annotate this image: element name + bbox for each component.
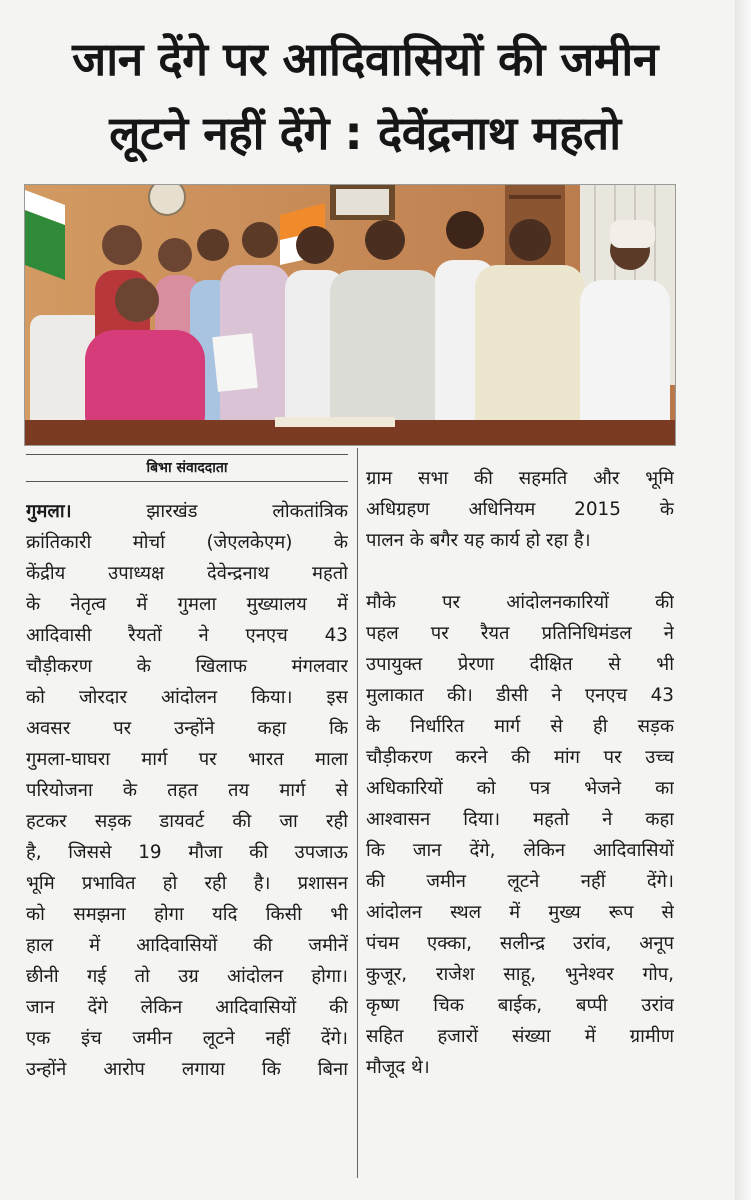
article-line: गुमला-घाघरा मार्ग पर भारत माला: [26, 749, 348, 770]
article-line: पहल पर रैयत प्रतिनिधिमंडल ने: [366, 623, 674, 644]
article-line: अवसर पर उन्होंने कहा कि: [26, 718, 348, 739]
article-line: केंद्रीय उपाध्यक्ष देवेन्द्रनाथ महतो: [26, 563, 348, 584]
article-line: पंचम एक्का, सलीन्द्र उरांव, अनूप: [366, 933, 674, 954]
article-line: एक इंच जमीन लूटने नहीं देंगे।: [26, 1028, 348, 1049]
article-line: है, जिससे 19 मौजा की उपजाऊ: [26, 842, 348, 863]
headline-line-1: जान देंगे पर आदिवासियों की जमीन: [72, 32, 658, 86]
article-line: अधिकारियों को पत्र भेजने का: [366, 778, 674, 799]
article-line: हटकर सड़क डायवर्ट की जा रही: [26, 811, 348, 832]
article-line: छीनी गई तो उग्र आंदोलन होगा।: [26, 966, 348, 987]
article-line: उपायुक्त प्रेरणा दीक्षित से भी: [366, 654, 674, 675]
article-line: के नेतृत्व में गुमला मुख्यालय में: [26, 594, 348, 615]
article-line: चौड़ीकरण के खिलाफ मंगलवार: [26, 656, 348, 677]
article-line: परियोजना के तहत तय मार्ग से: [26, 780, 348, 801]
article-line: मौके पर आंदोलनकारियों की: [366, 592, 674, 613]
article-line: चौड़ीकरण करने की मांग पर उच्च: [366, 747, 674, 768]
byline: बिभा संवाददाता: [26, 454, 348, 482]
group-photo-icon: [25, 185, 675, 445]
article-line: भूमि प्रभावित हो रही है। प्रशासन: [26, 873, 348, 894]
article-line: उन्होंने आरोप लगाया कि बिना: [26, 1059, 348, 1080]
article-line: आश्वासन दिया। महतो ने कहा: [366, 809, 674, 830]
article-line: हाल में आदिवासियों की जमीनें: [26, 935, 348, 956]
article-line: ग्राम सभा की सहमति और भूमि: [366, 468, 674, 489]
article-line: जान देंगे लेकिन आदिवासियों की: [26, 997, 348, 1018]
dateline: गुमला।: [26, 501, 72, 522]
article-line: कि जान देंगे, लेकिन आदिवासियों: [366, 840, 674, 861]
article-line: अधिग्रहण अधिनियम 2015 के: [366, 499, 674, 520]
article-line: को समझना होगा यदि किसी भी: [26, 904, 348, 925]
column-divider: [357, 448, 358, 1178]
article-column-left: [26, 496, 348, 1085]
paragraph-gap: [366, 556, 674, 587]
page-edge: [735, 0, 751, 1200]
article-line: क्रांतिकारी मोर्चा (जेएलकेएम) के: [26, 532, 348, 553]
article-line: की जमीन लूटने नहीं देंगे।: [366, 871, 674, 892]
article-line: आंदोलन स्थल में मुख्य रूप से: [366, 902, 674, 923]
article-line: के निर्धारित मार्ग से ही सड़क: [366, 716, 674, 737]
article-line: को जोरदार आंदोलन किया। इस: [26, 687, 348, 708]
article-line: कुजूर, राजेश साहू, भुनेश्वर गोप,: [366, 964, 674, 985]
article-line: मुलाकात की। डीसी ने एनएच 43: [366, 685, 674, 706]
article-line: कृष्ण चिक बाईक, बप्पी उरांव: [366, 995, 674, 1016]
article-line: सहित हजारों संख्या में ग्रामीण: [366, 1026, 674, 1047]
article-line: मौजूद थे।: [366, 1057, 430, 1078]
headline-line-2: लूटने नहीं देंगे : देवेंद्रनाथ महतो: [109, 106, 621, 160]
news-photo: [24, 184, 676, 446]
article-line: आदिवासी रैयतों ने एनएच 43: [26, 625, 348, 646]
article-line: पालन के बगैर यह कार्य हो रहा है।: [366, 530, 591, 551]
article-line: गुमला। झारखंड लोकतांत्रिक: [26, 501, 348, 522]
article-column-right: [366, 463, 674, 1083]
headline: [20, 22, 710, 170]
